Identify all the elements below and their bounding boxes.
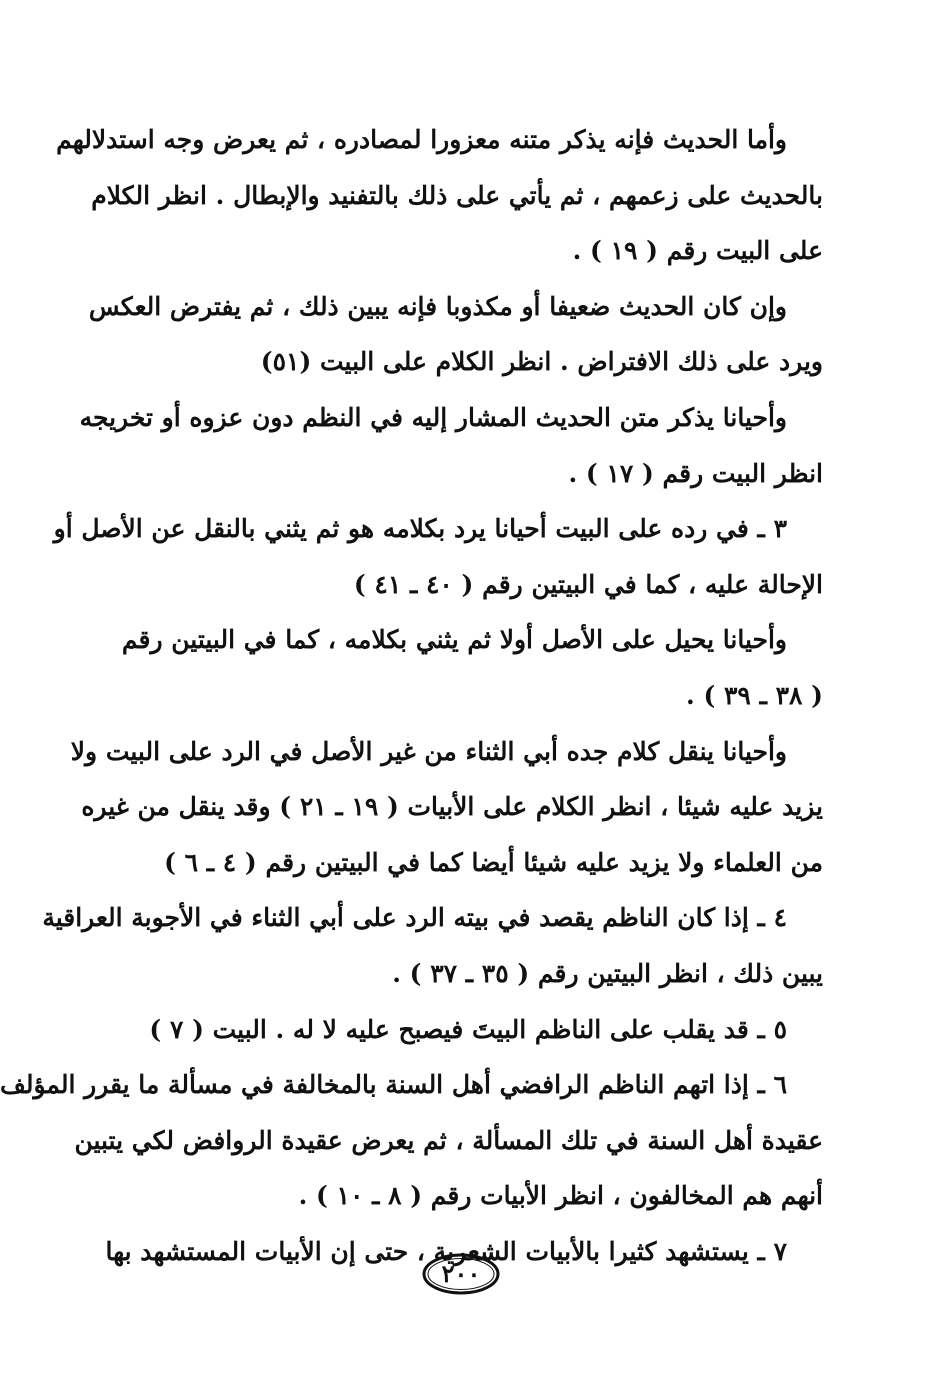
text-line: ويرد على ذلك الافتراض . انظر الكلام على البيت (٥١) [260, 347, 823, 377]
text-line: على البيت رقم ( ١٩ ) . [572, 236, 823, 266]
text-line: يزيد عليه شيئا ، انظر الكلام على الأبيات ( ١٩ ـ ٢١ ) وقد ينقل من غيره [81, 792, 823, 822]
text-line: وأحيانا يحيل على الأصل أولا ثم يثني بكلامه ، كما في البيتين رقم [121, 625, 787, 655]
text-line: الإحالة عليه ، كما في البيتين رقم ( ٤٠ ـ ٤١ ) [353, 569, 823, 599]
text-line: وأحيانا يذكر متن الحديث المشار إليه في النظم دون عزوه أو تخريجه [79, 402, 787, 432]
text-line: ٧ ـ يستشهد كثيرا بالأبيات الشعرية ، حتى إن الأبيات المستشهد بها [105, 1236, 787, 1266]
text-line: ٣ ـ في رده على البيت أحيانا يرد بكلامه هو ثم يثني بالنقل عن الأصل أو [53, 514, 787, 544]
text-line: ٥ ـ قد يقلب على الناظم البيتَ فيصبح عليه لا له . البيت ( ٧ ) [149, 1014, 787, 1044]
text-line: ٦ ـ إذا اتهم الناظم الرافضي أهل السنة بالمخالفة في مسألة ما يقرر المؤلف [0, 1070, 787, 1100]
text-line: وأما الحديث فإنه يذكر متنه معزورا لمصادره ، ثم يعرض وجه استدلالهم [56, 125, 787, 154]
body-text [0, 112, 823, 1279]
text-line: ٤ ـ إذا كان الناظم يقصد في بيته الرد على أبي الثناء في الأجوبة العراقية [42, 903, 787, 933]
page-number-badge [421, 1252, 501, 1296]
text-line: وإن كان الحديث ضعيفا أو مكذوبا فإنه يبين ذلك ، ثم يفترض العكس [88, 291, 787, 321]
text-line: من العلماء ولا يزيد عليه شيئا أيضا كما في البيتين رقم ( ٤ ـ ٦ ) [164, 847, 823, 877]
text-line: عقيدة أهل السنة في تلك المسألة ، ثم يعرض عقيدة الروافض لكي يتبين [74, 1125, 823, 1155]
text-line: أنهم هم المخالفون ، انظر الأبيات رقم ( ٨ ـ ١٠ ) . [298, 1181, 823, 1211]
text-line: يبين ذلك ، انظر البيتين رقم ( ٣٥ ـ ٣٧ ) . [392, 958, 823, 988]
text-line: ( ٣٨ ـ ٣٩ ) . [686, 680, 823, 710]
page-number: ٢٠٠ [441, 1259, 481, 1288]
text-line: بالحديث على زعمهم ، ثم يأتي على ذلك بالتفنيد والإبطال . انظر الكلام [91, 180, 823, 210]
text-line: وأحيانا ينقل كلام جده أبي الثناء من غير الأصل في الرد على البيت ولا [70, 736, 787, 766]
text-line: انظر البيت رقم ( ١٧ ) . [568, 458, 823, 488]
